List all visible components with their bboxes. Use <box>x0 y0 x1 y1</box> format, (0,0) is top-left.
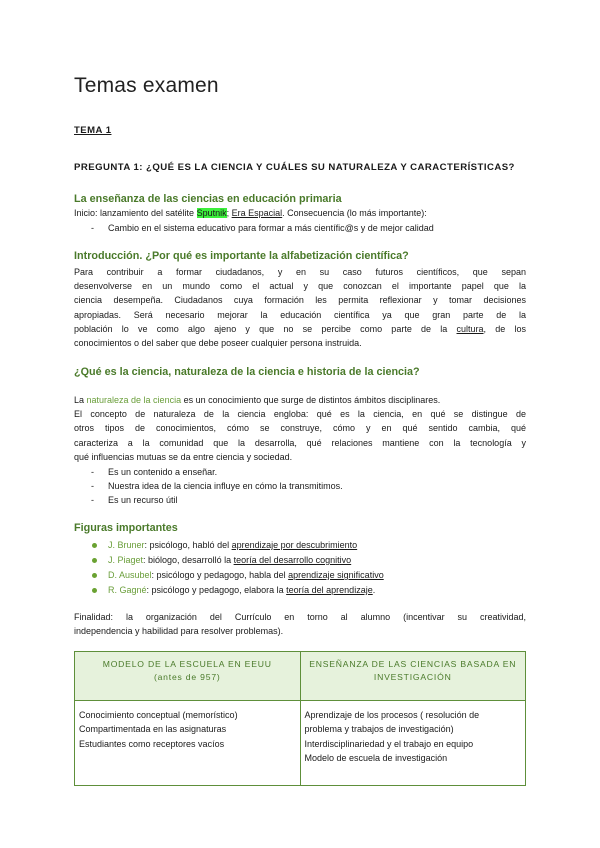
comparison-table <box>74 651 526 786</box>
list-item <box>91 221 600 235</box>
list-item <box>91 493 343 507</box>
intro-paragraph <box>74 265 526 350</box>
figure-name: J. Bruner <box>108 540 145 550</box>
text: población lo ve como algo ajeno y que no se percibe como parte de la <box>74 323 457 334</box>
header-line: ENSEÑANZA DE LAS CIENCIAS BASADA EN <box>309 659 517 669</box>
paragraph-line <box>74 322 526 336</box>
consecuencia-text: . Consecuencia (lo más importante): <box>282 208 427 218</box>
section-heading-que-es-ciencia: ¿Qué es la ciencia, naturaleza de la ciencia e historia de la ciencia? <box>74 366 420 378</box>
table-row <box>75 701 526 786</box>
figure-concept: aprendizaje significativo <box>288 570 384 580</box>
table-cell-ensenanza <box>300 701 526 786</box>
sputnik-highlight: Sputnik <box>196 208 227 218</box>
paragraph-line: Finalidad: la organización del Currículo en torno al alumno (incentivar su creatividad, <box>74 612 526 622</box>
list-item-text: Cambio en el sistema educativo para formar a más científic@s y de mejor calidad <box>108 223 434 233</box>
document-title: Temas examen <box>74 74 219 97</box>
figure-name: R. Gagné <box>108 585 147 595</box>
cell-line: Conocimiento conceptual (memorístico) <box>79 710 238 720</box>
paragraph-line: qué influencias mutuas se da entre ciencia y sociedad. <box>74 451 293 462</box>
list-item-text: Es un recurso útil <box>108 495 178 506</box>
dash-bullet: - <box>91 481 94 492</box>
finalidad-paragraph <box>74 610 526 638</box>
list-item <box>108 568 384 583</box>
bullet-dot-icon <box>92 588 97 593</box>
text: es un conocimiento que surge de distintos ámbitos disciplinares. <box>181 395 441 405</box>
section-heading-introduccion: Introducción. ¿Por qué es importante la alfabetización científica? <box>74 250 409 262</box>
text: , de los <box>483 323 526 334</box>
dash-bullet: - <box>91 495 94 506</box>
figure-concept: aprendizaje por descubrimiento <box>231 540 358 550</box>
table-cell-modelo <box>75 701 301 786</box>
figure-name: J. Piaget <box>108 555 144 565</box>
bullet-dot-icon <box>92 573 97 578</box>
era-espacial: Era Espacial <box>231 208 283 218</box>
header-line: (antes de 957) <box>153 672 221 682</box>
figure-name: D. Ausubel <box>108 570 152 580</box>
figure-end: . <box>372 585 376 595</box>
paragraph-line <box>74 393 526 407</box>
tema-heading: TEMA 1 <box>74 125 112 136</box>
cell-line: Compartimentada en las asignaturas <box>79 724 227 735</box>
paragraph-line: Para contribuir a formar ciudadanos, y en su caso futuros científicos, que sepan <box>74 267 526 277</box>
dash-bullet: - <box>91 467 94 477</box>
paragraph-line: conocimientos o del saber que debe poseer cualquier persona instruida. <box>74 338 362 349</box>
list-item <box>108 583 384 598</box>
section-heading-ensenanza: La enseñanza de las ciencias en educación primaria <box>74 193 342 205</box>
separator: ; <box>226 208 232 218</box>
paragraph-line: ciencia desempeña. Ciudadanos cuya formación les permita reflexionar y tomar decisiones <box>74 295 526 306</box>
paragraph-line: otros tipos de conocimientos, cómo se construye, cómo y en qué sentido cambia, qué <box>74 423 526 434</box>
table-header-ensenanza <box>300 652 526 701</box>
naturaleza-list <box>91 465 343 508</box>
section-heading-figuras: Figuras importantes <box>74 522 178 534</box>
paragraph-line: caracteriza a la comunidad que la desarrolla, qué relaciones mantiene con la tecnología y <box>74 437 526 448</box>
naturaleza-paragraph <box>74 393 526 464</box>
inicio-text: Inicio: lanzamiento del satélite <box>74 208 197 218</box>
header-line: MODELO DE LA ESCUELA EN EEUU <box>102 659 272 669</box>
list-item <box>108 553 384 568</box>
paragraph-line: independencia y habilidad para resolver problemas). <box>74 626 284 637</box>
list-item <box>91 479 343 493</box>
paragraph-line: desenvolverse en un mundo como el actual y que conozcan el importante papel que la <box>74 281 526 292</box>
inicio-line <box>74 206 427 220</box>
figuras-list <box>108 538 384 598</box>
table-header-modelo <box>75 652 301 701</box>
figure-desc: : psicólogo y pedagogo, habla del <box>151 570 289 580</box>
cell-line: Aprendizaje de los procesos ( resolución de <box>304 710 480 720</box>
text: La <box>74 395 87 405</box>
paragraph-line: El concepto de naturaleza de la ciencia engloba: qué es la ciencia, en qué se distingue de <box>74 409 526 420</box>
list-item <box>108 538 384 553</box>
dash-bullet: - <box>91 223 94 233</box>
cell-line: problema y trabajos de investigación) <box>304 724 454 735</box>
cell-line: Interdisciplinariedad y el trabajo en equipo <box>304 738 474 749</box>
cell-line: Estudiantes como receptores vacíos <box>79 738 225 749</box>
bullet-dot-icon <box>92 558 97 563</box>
naturaleza-green: naturaleza de la ciencia <box>86 395 182 405</box>
list-item-text: Es un contenido a enseñar. <box>108 467 218 477</box>
table-header-row <box>75 652 526 701</box>
figure-desc: : biólogo, desarrolló la <box>143 555 234 565</box>
list-item <box>91 465 343 479</box>
paragraph-line: apropiadas. Será necesario mejorar la educación científica ya que gran parte de la <box>74 309 526 320</box>
figure-concept: teoría del desarrollo cognitivo <box>233 555 352 565</box>
cell-line: Modelo de escuela de investigación <box>304 753 448 764</box>
cultura-underlined: cultura <box>456 323 484 334</box>
list-item-text: Nuestra idea de la ciencia influye en cómo la transmitimos. <box>108 481 343 492</box>
header-line: INVESTIGACIÓN <box>373 672 452 682</box>
figure-desc: : psicólogo y pedagogo, elabora la <box>146 585 287 595</box>
figure-concept: teoría del aprendizaje <box>286 585 373 595</box>
bullet-dot-icon <box>92 543 97 548</box>
pregunta-heading: PREGUNTA 1: ¿QUÉ ES LA CIENCIA Y CUÁLES SU NATURALEZA Y CARACTERÍSTICAS? <box>74 162 515 173</box>
figure-desc: : psicólogo, habló del <box>144 540 232 550</box>
